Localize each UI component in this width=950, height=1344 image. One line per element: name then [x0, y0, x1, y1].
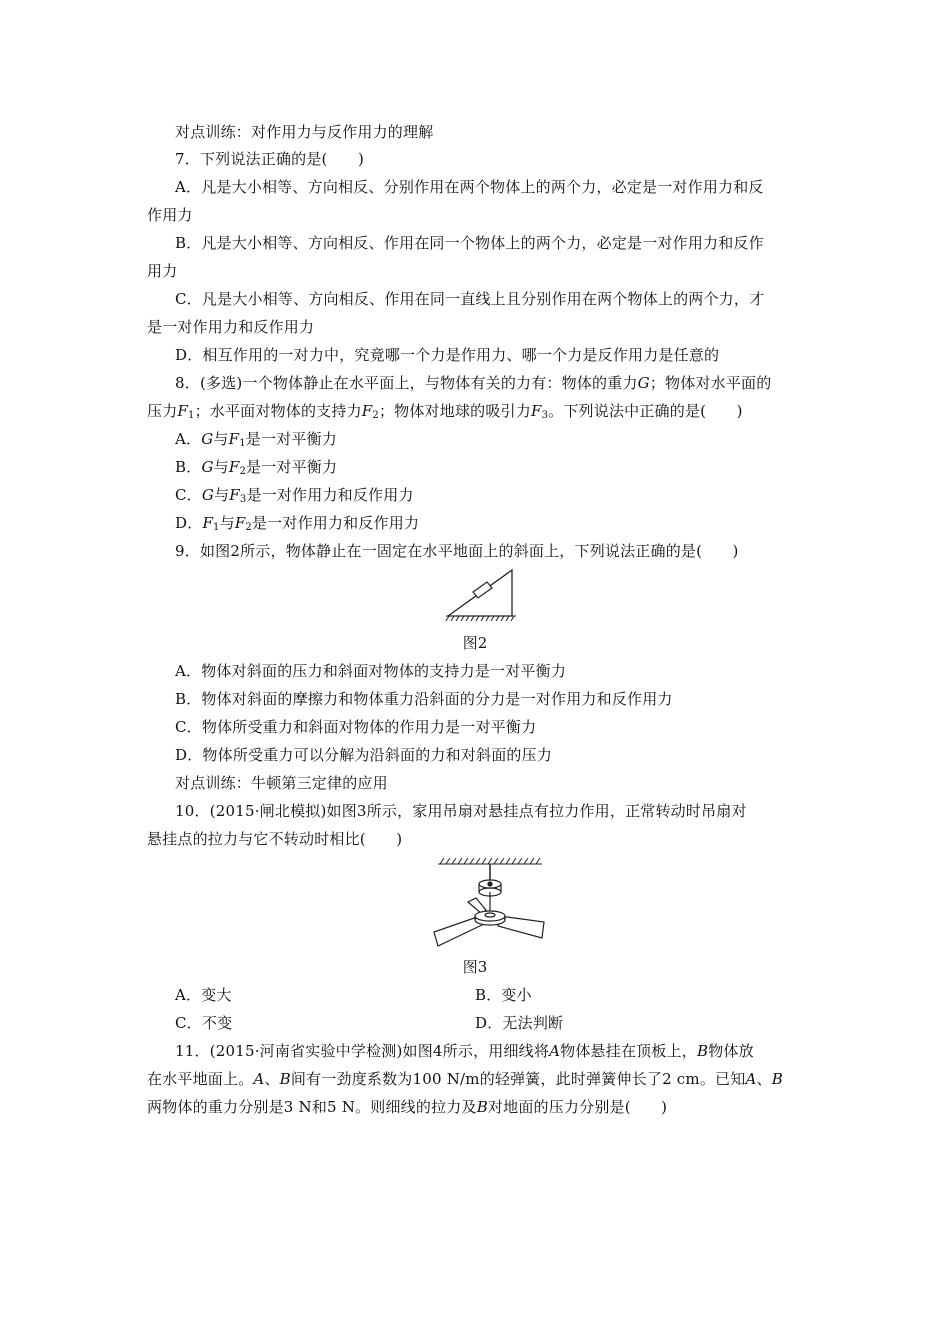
- q11-text: 对地面的压力分别是( ): [487, 1098, 668, 1116]
- q8-stem-text: ；物体对水平面的: [649, 374, 772, 392]
- figure-3-caption: 图3: [462, 958, 488, 976]
- symbol-B: B: [771, 1070, 783, 1088]
- subscript-2: 2: [372, 410, 379, 421]
- fan-hub: [475, 911, 505, 925]
- q8-stem-text: 8．(多选)一个物体静止在水平面上，与物体有关的力有：物体的重力: [175, 374, 638, 392]
- q11-text: 、: [756, 1070, 772, 1088]
- symbol-F3: F: [530, 402, 542, 420]
- q8-stem-text: 压力: [147, 402, 178, 420]
- q8-option-b: [175, 456, 337, 483]
- question-11-line1: [175, 1040, 754, 1062]
- symbol-F1: F: [202, 514, 214, 532]
- symbol-G: G: [637, 374, 650, 392]
- option-letter: B．: [175, 458, 202, 476]
- symbol-G: G: [201, 430, 214, 448]
- question-8-stem-line1: [175, 372, 771, 394]
- subscript-1: 1: [188, 410, 195, 421]
- q8-stem-text: 。下列说法中正确的是( ): [548, 402, 743, 420]
- symbol-A: A: [745, 1070, 757, 1088]
- q9-option-d: D．物体所受重力可以分解为沿斜面的力和对斜面的压力: [175, 746, 553, 764]
- text: 与: [213, 430, 229, 448]
- text: 是一对作用力和反作用力: [246, 486, 414, 504]
- block-on-incline: [473, 582, 492, 598]
- subscript-2: 2: [239, 466, 246, 477]
- ceiling-hatching: [438, 858, 542, 864]
- text: 与: [214, 486, 230, 504]
- q9-option-b: B．物体对斜面的摩擦力和物体重力沿斜面的分力是一对作用力和反作用力: [175, 690, 673, 708]
- text: 与: [213, 458, 229, 476]
- option-letter: D．: [175, 514, 203, 532]
- subscript-3: 3: [541, 410, 549, 421]
- symbol-B: B: [476, 1098, 488, 1116]
- symbol-A: A: [253, 1070, 265, 1088]
- symbol-G: G: [201, 486, 215, 504]
- text: 是一对平衡力: [245, 430, 337, 448]
- text: 与: [219, 514, 235, 532]
- subscript-2: 2: [245, 522, 252, 533]
- q7-option-d: D．相互作用的一对力中，究竟哪一个力是作用力、哪一个力是反作用力是任意的: [175, 346, 720, 364]
- q8-option-a: [175, 428, 337, 455]
- q10-option-d: D．无法判断: [475, 1014, 564, 1032]
- question-11-line2: [147, 1068, 783, 1090]
- q11-text: 、: [264, 1070, 280, 1088]
- q10-option-a: A．变大: [175, 986, 232, 1004]
- symbol-G: G: [201, 458, 214, 476]
- q8-option-d: [175, 512, 419, 539]
- q11-text: 11．(2015·河南省实验中学检测)如图4所示，用细线将: [175, 1042, 550, 1060]
- q7-option-b-line1: B．凡是大小相等、方向相反、作用在同一个物体上的两个力，必定是一对作用力和反作: [175, 234, 764, 252]
- question-7-stem: 7．下列说法正确的是( ): [175, 150, 365, 168]
- q7-option-a-line2: 作用力: [147, 206, 193, 224]
- symbol-F1: F: [177, 402, 189, 420]
- symbol-B: B: [696, 1042, 709, 1060]
- text: 是一对平衡力: [246, 458, 338, 476]
- section-heading-2: 对点训练：牛顿第三定律的应用: [175, 774, 388, 792]
- figure-2-caption: 图2: [462, 634, 488, 652]
- subscript-1: 1: [239, 438, 246, 449]
- subscript-3: 3: [239, 494, 247, 505]
- q8-stem-text: ；水平面对物体的支持力: [194, 402, 362, 420]
- question-11-line3: [147, 1096, 667, 1118]
- q11-text: 物体放: [708, 1042, 754, 1060]
- symbol-F2: F: [228, 458, 240, 476]
- q7-option-c-line1: C．凡是大小相等、方向相反、作用在同一直线上且分别作用在两个物体上的两个力，才: [175, 290, 765, 308]
- q7-option-c-line2: 是一对作用力和反作用力: [147, 318, 315, 336]
- question-9-stem: 9．如图2所示，物体静止在一固定在水平地面上的斜面上，下列说法正确的是( ): [175, 542, 739, 560]
- figure-3-ceiling-fan-diagram: [430, 852, 550, 952]
- q7-option-b-line2: 用力: [147, 262, 178, 280]
- option-letter: A．: [175, 430, 202, 448]
- q8-stem-text: ；物体对地球的吸引力: [378, 402, 531, 420]
- figure-2-incline-diagram: [444, 566, 518, 624]
- question-10-stem-line2: 悬挂点的拉力与它不转动时相比( ): [147, 830, 403, 848]
- q11-text: 两物体的重力分别是3 N和5 N。则细线的拉力及: [147, 1098, 477, 1116]
- q8-option-c: [175, 484, 414, 511]
- q11-text: 在水平地面上。: [147, 1070, 254, 1088]
- q11-text: 物体悬挂在顶板上，: [560, 1042, 697, 1060]
- q10-option-b: B．变小: [475, 986, 532, 1004]
- q9-option-a: A．物体对斜面的压力和斜面对物体的支持力是一对平衡力: [175, 662, 567, 680]
- symbol-B: B: [279, 1070, 291, 1088]
- ground-hatching: [446, 616, 516, 621]
- section-heading-1: 对点训练：对作用力与反作用力的理解: [175, 123, 434, 141]
- q9-option-c: C．物体所受重力和斜面对物体的作用力是一对平衡力: [175, 718, 537, 736]
- symbol-F3: F: [229, 486, 240, 504]
- text: 是一对作用力和反作用力: [251, 514, 420, 532]
- question-10-stem-line1: 10．(2015·闸北模拟)如图3所示，家用吊扇对悬挂点有拉力作用，正常转动时吊扇对: [175, 802, 747, 820]
- symbol-F1: F: [228, 430, 240, 448]
- symbol-F2: F: [234, 514, 246, 532]
- option-letter: C．: [175, 486, 202, 504]
- symbol-F2: F: [361, 402, 373, 420]
- q11-text: 间有一劲度系数为100 N/m的轻弹簧，此时弹簧伸长了2 cm。已知: [290, 1070, 746, 1088]
- subscript-1: 1: [213, 522, 220, 533]
- q7-option-a-line1: A．凡是大小相等、方向相反、分别作用在两个物体上的两个力，必定是一对作用力和反: [175, 178, 764, 196]
- symbol-A: A: [549, 1042, 561, 1060]
- q10-option-c: C．不变: [175, 1014, 233, 1032]
- question-8-stem-line2: [147, 400, 743, 427]
